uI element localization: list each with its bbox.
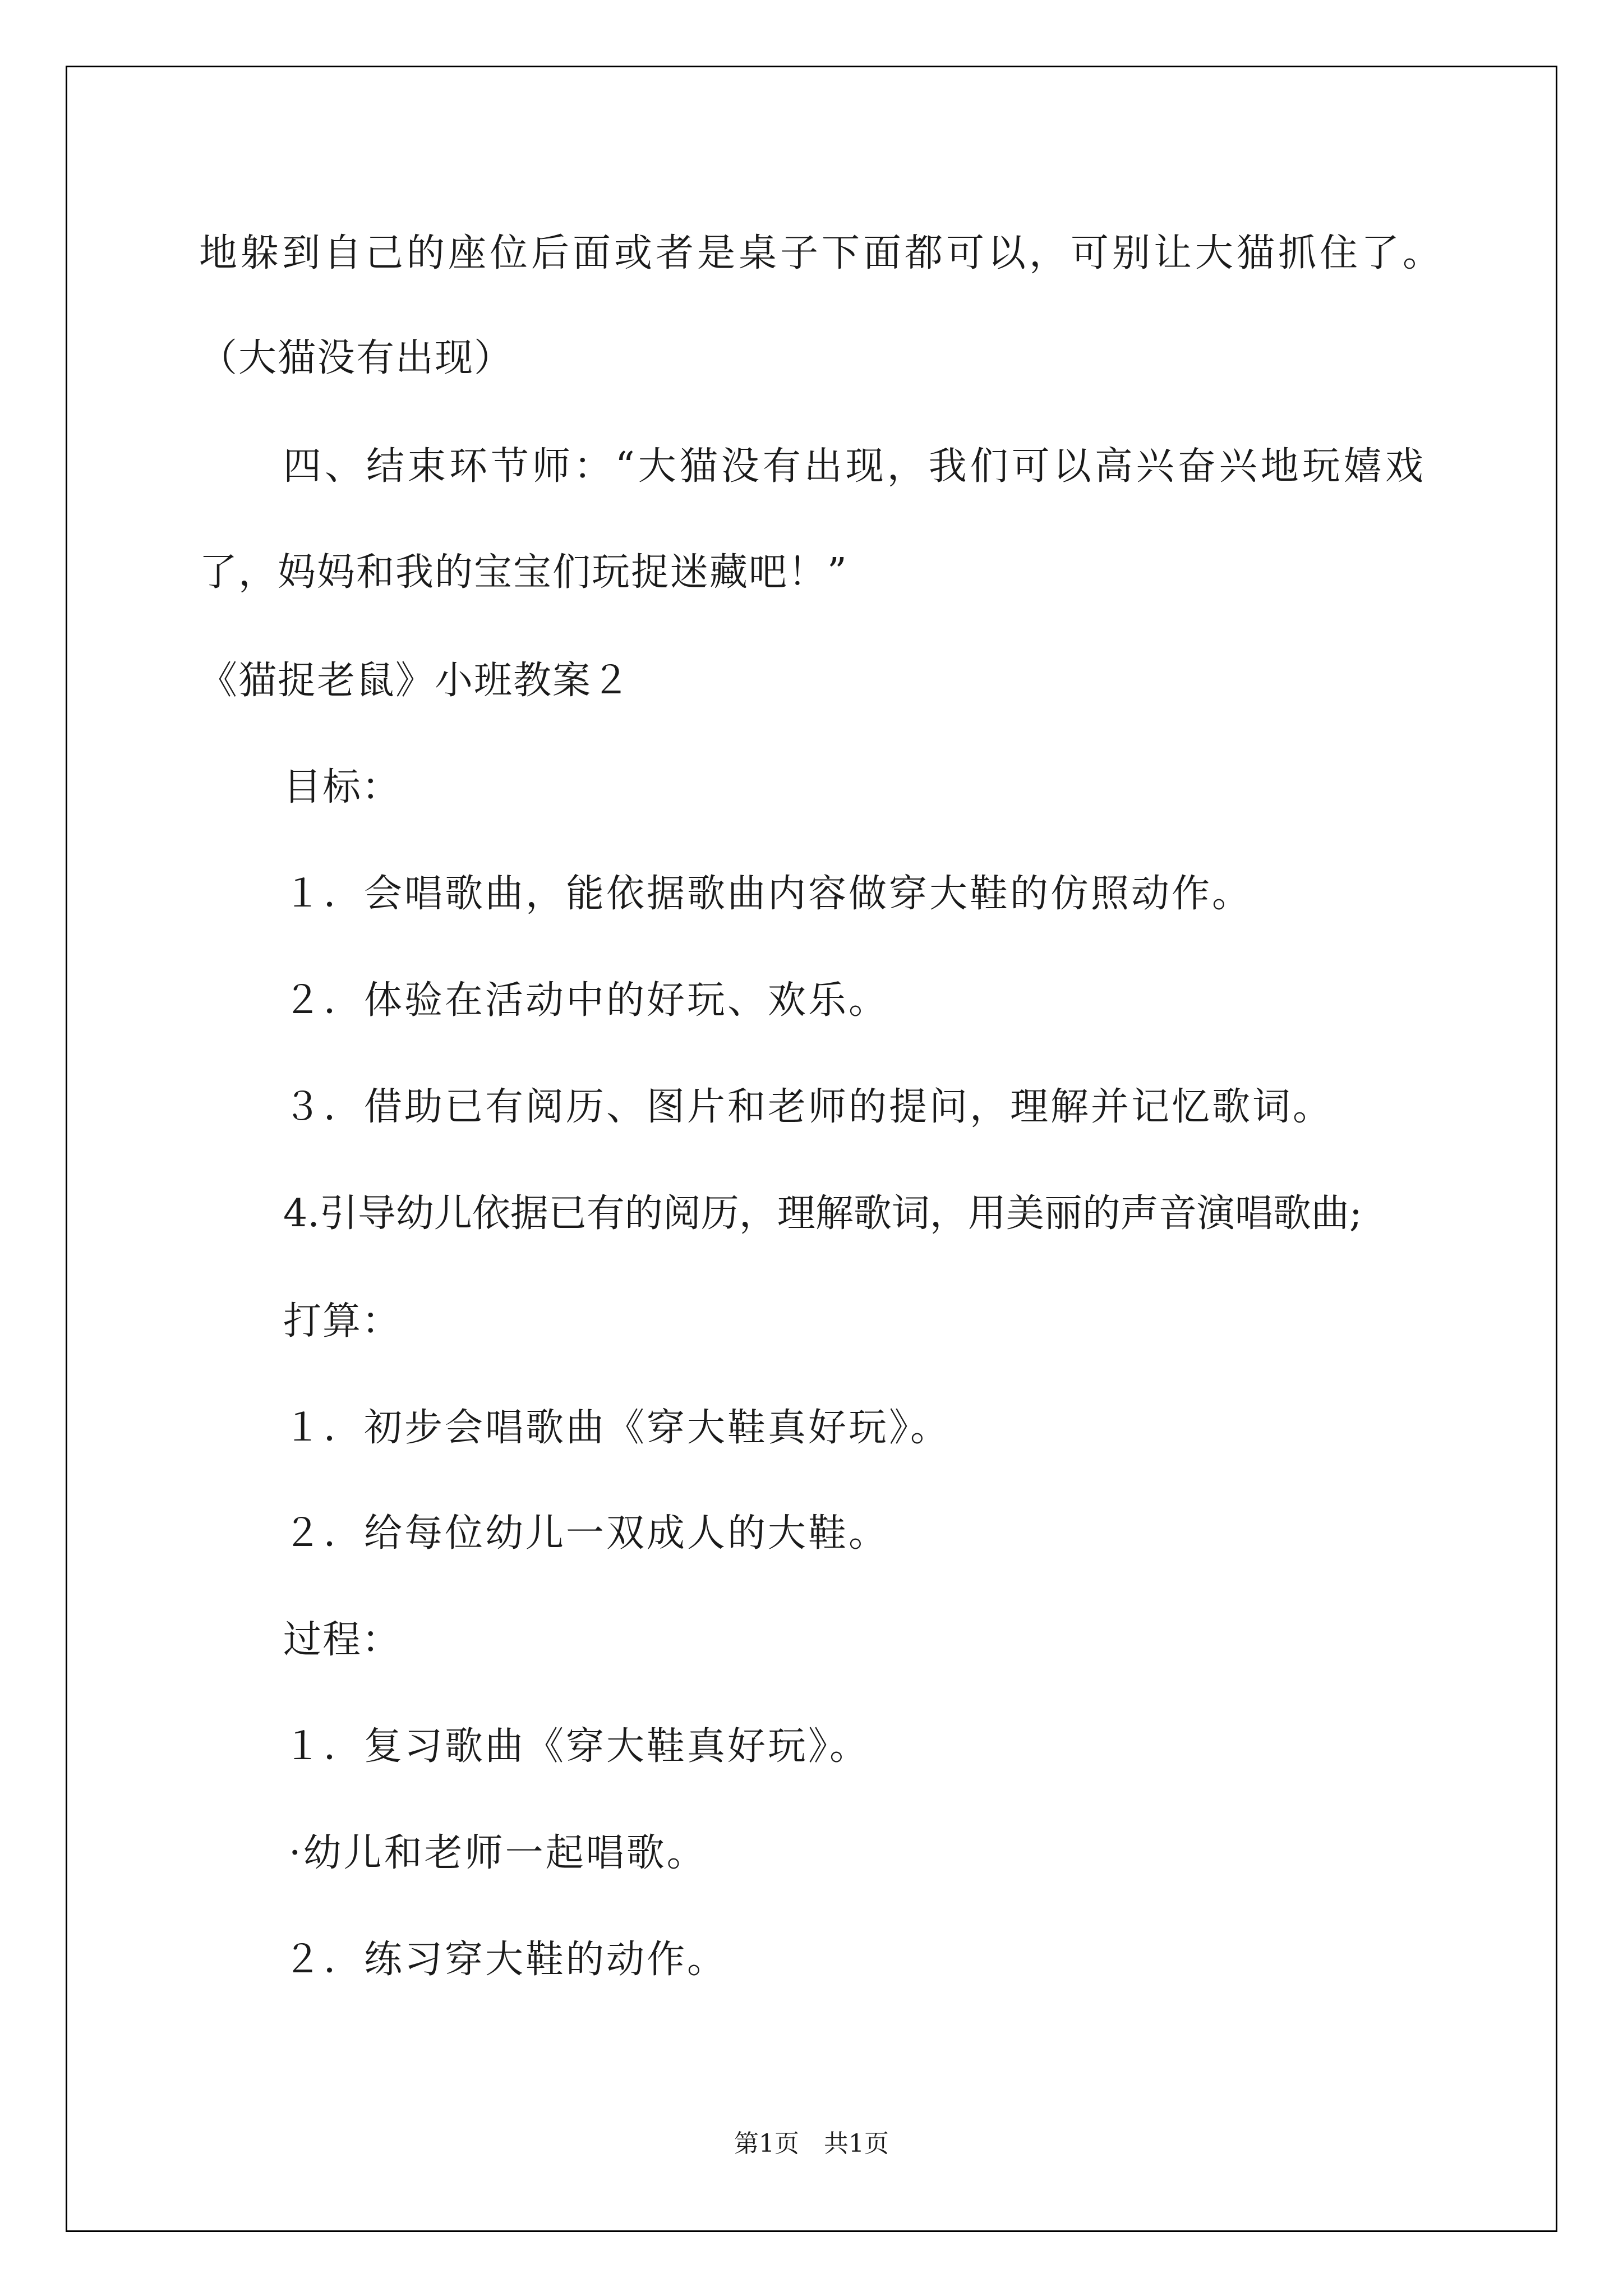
section-title: 《猫捉老鼠》小班教案２ xyxy=(199,659,631,703)
list-item: ２．练习穿大鞋的动作。 xyxy=(283,1938,728,1982)
list-item: ２．给每位幼儿一双成人的大鞋。 xyxy=(283,1511,889,1556)
bullet-item: ·幼儿和老师一起唱歌。 xyxy=(289,1831,707,1875)
list-item: １．会唱歌曲，能依据歌曲内容做穿大鞋的仿照动作。 xyxy=(283,872,1253,916)
list-item: １．复习歌曲《穿大鞋真好玩》。 xyxy=(283,1724,870,1769)
page-border xyxy=(66,66,1557,2232)
section-heading-goals: 目标： xyxy=(283,765,402,809)
section-heading-process: 过程： xyxy=(283,1618,402,1662)
text-line: 地躲到自己的座位后面或者是桌子下面都可以，可别让大猫抓住了。 xyxy=(199,231,1445,275)
list-item: 4.引导幼儿依据已有的阅历，理解歌词，用美丽的声音演唱歌曲; xyxy=(283,1191,1362,1236)
section-heading-preparation: 打算： xyxy=(283,1299,402,1343)
text-line: 四、结束环节师：“大猫没有出现，我们可以高兴奋兴地玩嬉戏 xyxy=(283,444,1427,489)
text-line: （大猫没有出现） xyxy=(199,336,514,380)
page-footer: 第1页 共1页 xyxy=(734,2129,889,2158)
list-item: ２．体验在活动中的好玩、欢乐。 xyxy=(283,978,889,1023)
list-item: ３．借助已有阅历、图片和老师的提问，理解并记忆歌词。 xyxy=(283,1085,1334,1129)
text-line: 了，妈妈和我的宝宝们玩捉迷藏吧！” xyxy=(199,550,848,595)
list-item: １．初步会唱歌曲《穿大鞋真好玩》。 xyxy=(283,1406,951,1450)
